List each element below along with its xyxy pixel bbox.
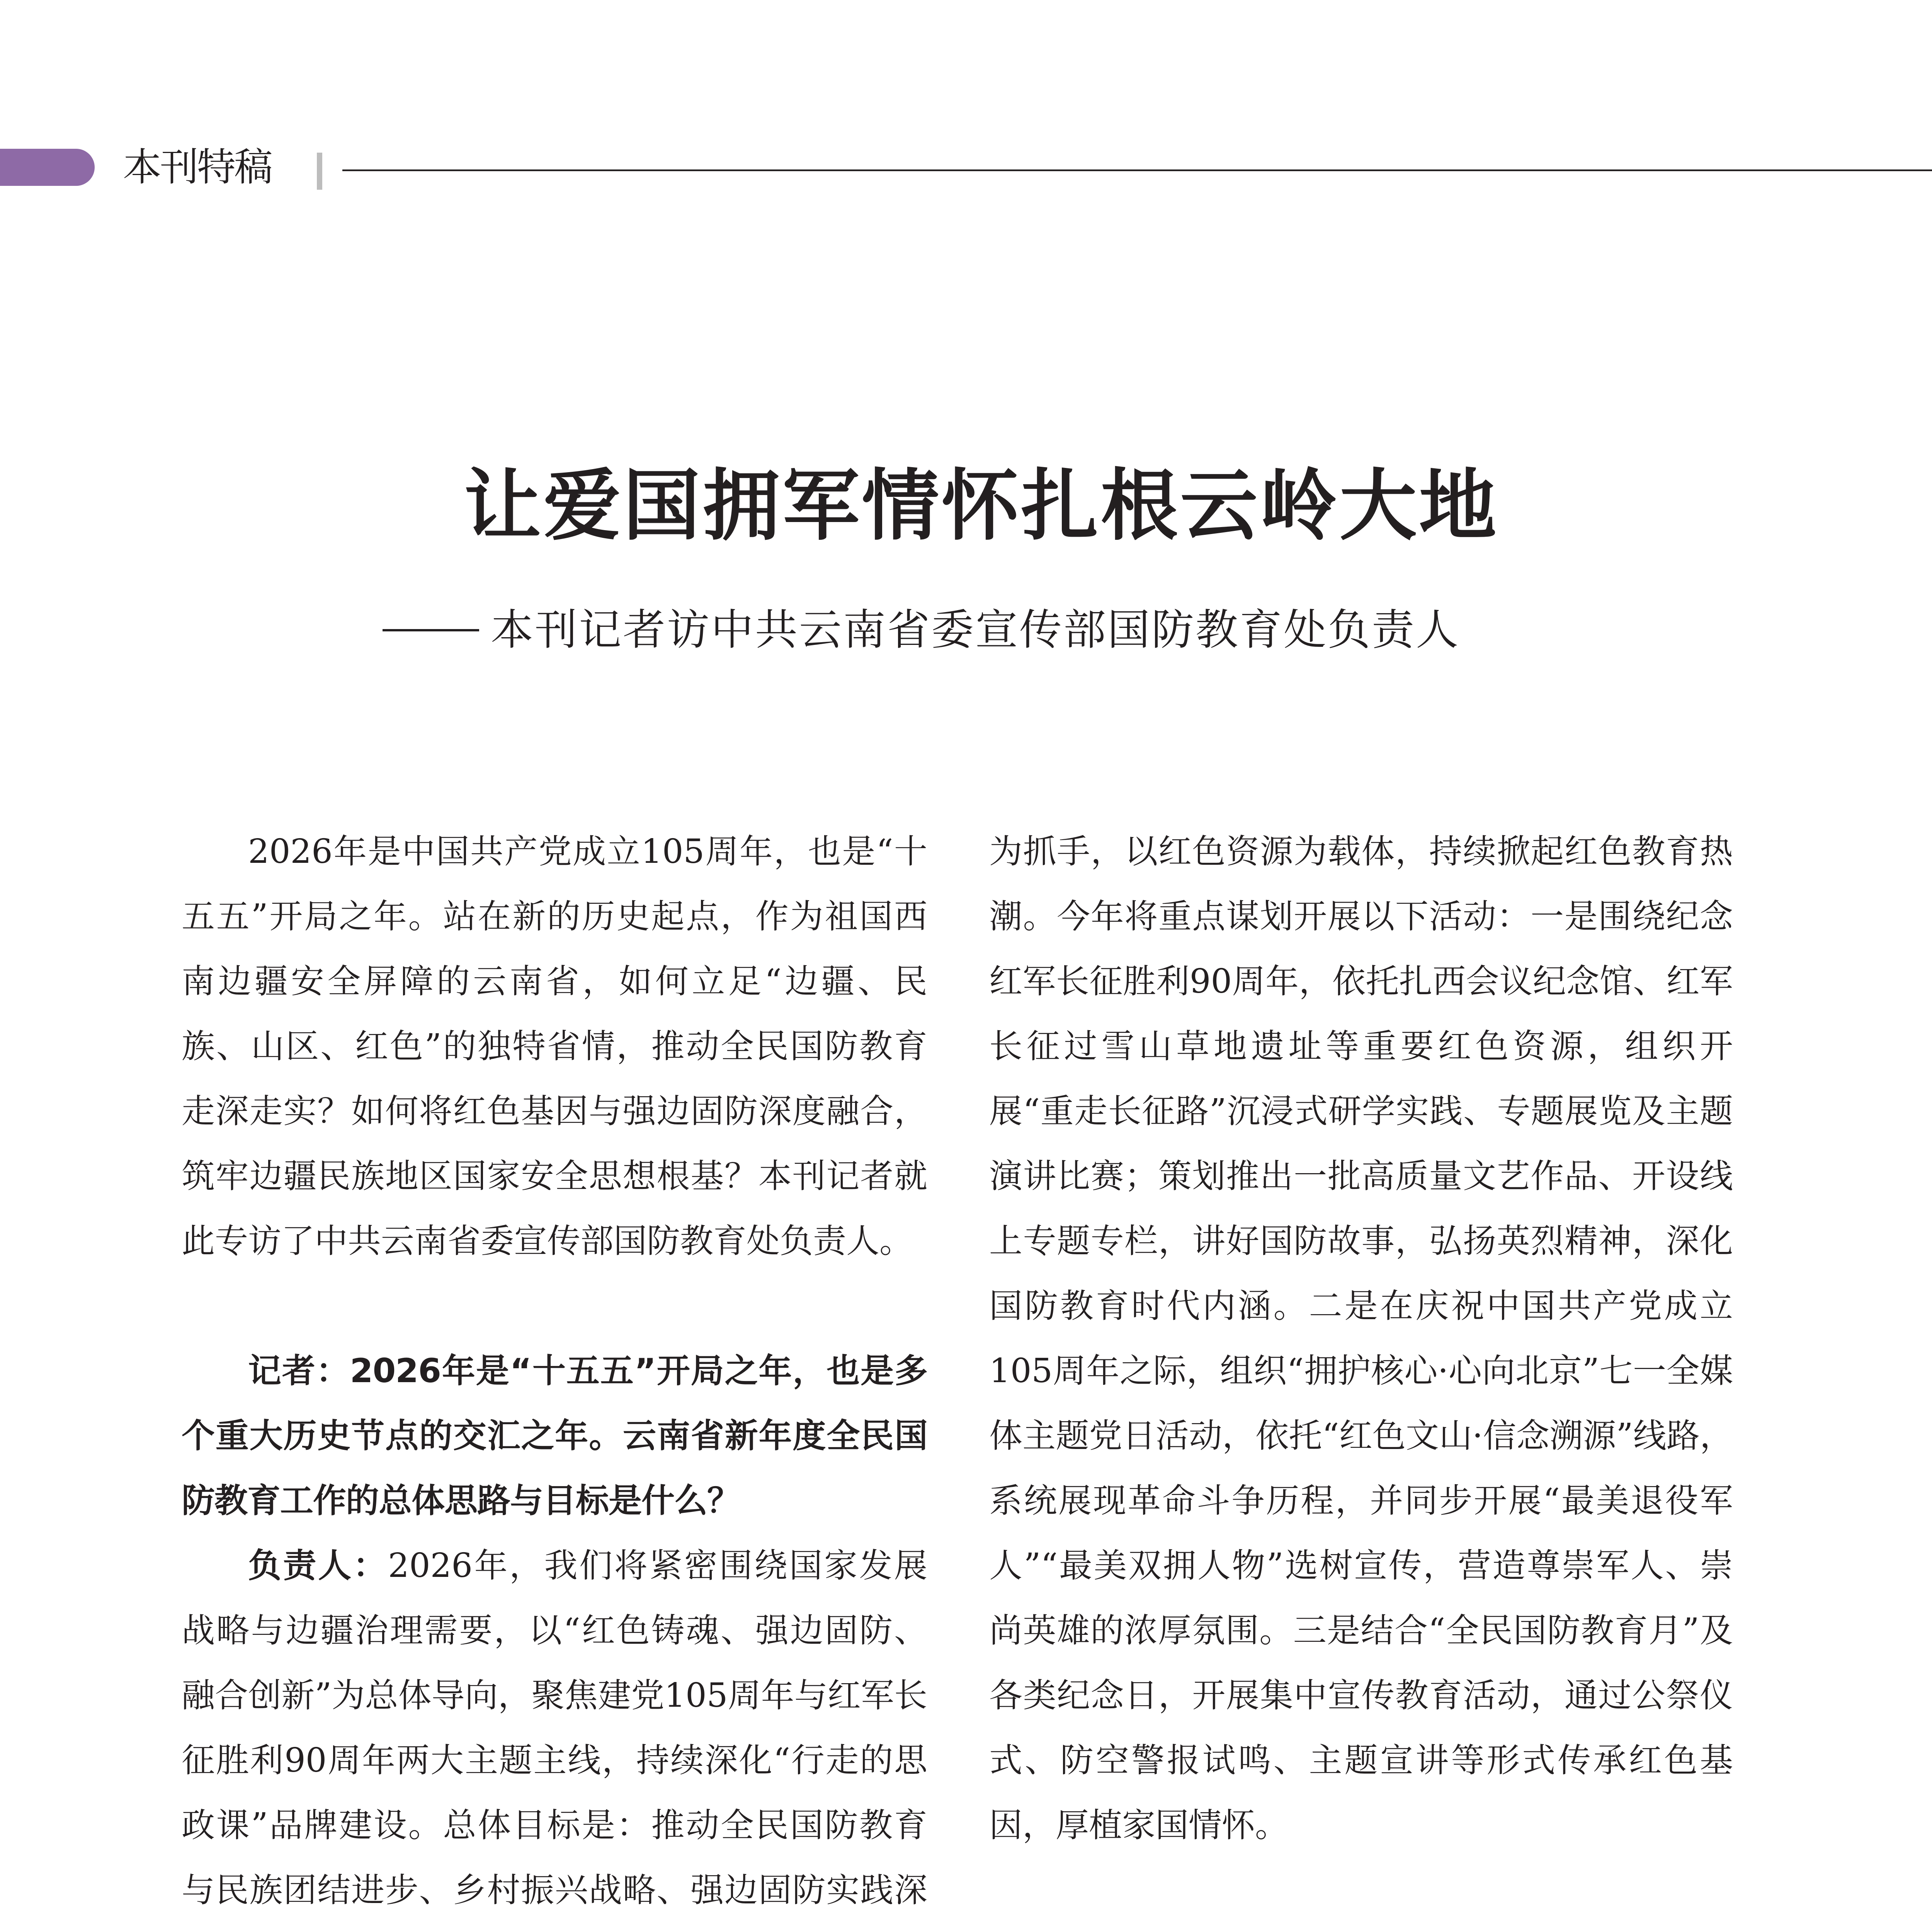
answer-2-continued: 为抓手，以红色资源为载体，持续掀起红色教育热潮。今年将重点谋划开展以下活动：一是围绕纪念红军长征胜利90周年，依托扎西会议纪念馆、红军长征过雪山草地遗址等重要红色资源，组织开展“重走长征路”沉浸式研学实践、专题展览及主题演讲比赛；策划推出一批高质量文艺作品、开设线上专题专栏，讲好国防故事，弘扬英烈精神，深化国防教育时代内涵。二是在庆祝中国共产党成立105周年之际，组织“拥护核心·心向北京”七一全媒体主题党日活动，依托“红色文山·信念溯源”线路，系统展现革命斗争历程，并同步开展“最美退役军人”“最美双拥人物”选树宣传，营造尊崇军人、崇尚英雄的浓厚氛围。三是结合“全民国防教育月”及各类纪念日，开展集中宣传教育活动，通过公祭仪式、防空警报试鸣、主题宣讲等形式传承红色基因，厚植家国情怀。 [989, 832, 1733, 1845]
text-column-right [989, 819, 1733, 1932]
article-subtitle: 本刊记者访中共云南省委宣传部国防教育处负责人 [491, 605, 1460, 655]
answer-1 [182, 1533, 927, 1932]
question-3 [989, 1923, 1733, 1932]
section-label: 本刊特稿 [123, 145, 271, 190]
article-title: 让爱国拥军情怀扎根云岭大地 [464, 461, 1499, 551]
em-dash-rule [383, 629, 479, 631]
answer-label: 负责人： [248, 1546, 388, 1585]
paragraph-gap [989, 1858, 1733, 1923]
article-subtitle-line [383, 603, 1460, 657]
section-divider-bar [317, 153, 322, 190]
intro-paragraph: 2026年是中国共产党成立105周年，也是“十五五”开局之年。站在新的历史起点，作为祖国西南边疆安全屏障的云南省，如何立足“边疆、民族、山区、红色”的独特省情，推动全民国防教育走深走实？如何将红色基因与强边固防深度融合，筑牢边疆民族地区国家安全思想根基？本刊记者就此专访了中共云南省委宣传部国防教育处负责人。 [182, 832, 927, 1260]
section-accent-pill [0, 149, 95, 186]
question-1: 记者：2026年是“十五五”开局之年，也是多个重大历史节点的交汇之年。云南省新年度全民国防教育工作的总体思路与目标是什么？ [182, 1352, 927, 1520]
paragraph-gap [182, 1274, 927, 1338]
text-column-left [182, 819, 927, 1932]
header-rule [342, 169, 1932, 171]
answer-1-text: 2026年，我们将紧密围绕国家发展战略与边疆治理需要，以“红色铸魂、强边固防、融合创新”为总体导向，聚焦建党105周年与红军长征胜利90周年两大主题主线，持续深化“行走的思政课”品牌建设。总体目标是：推动全民国防教育与民族团结进步、乡村振兴战略、强边固防实践深 [182, 1546, 927, 1910]
